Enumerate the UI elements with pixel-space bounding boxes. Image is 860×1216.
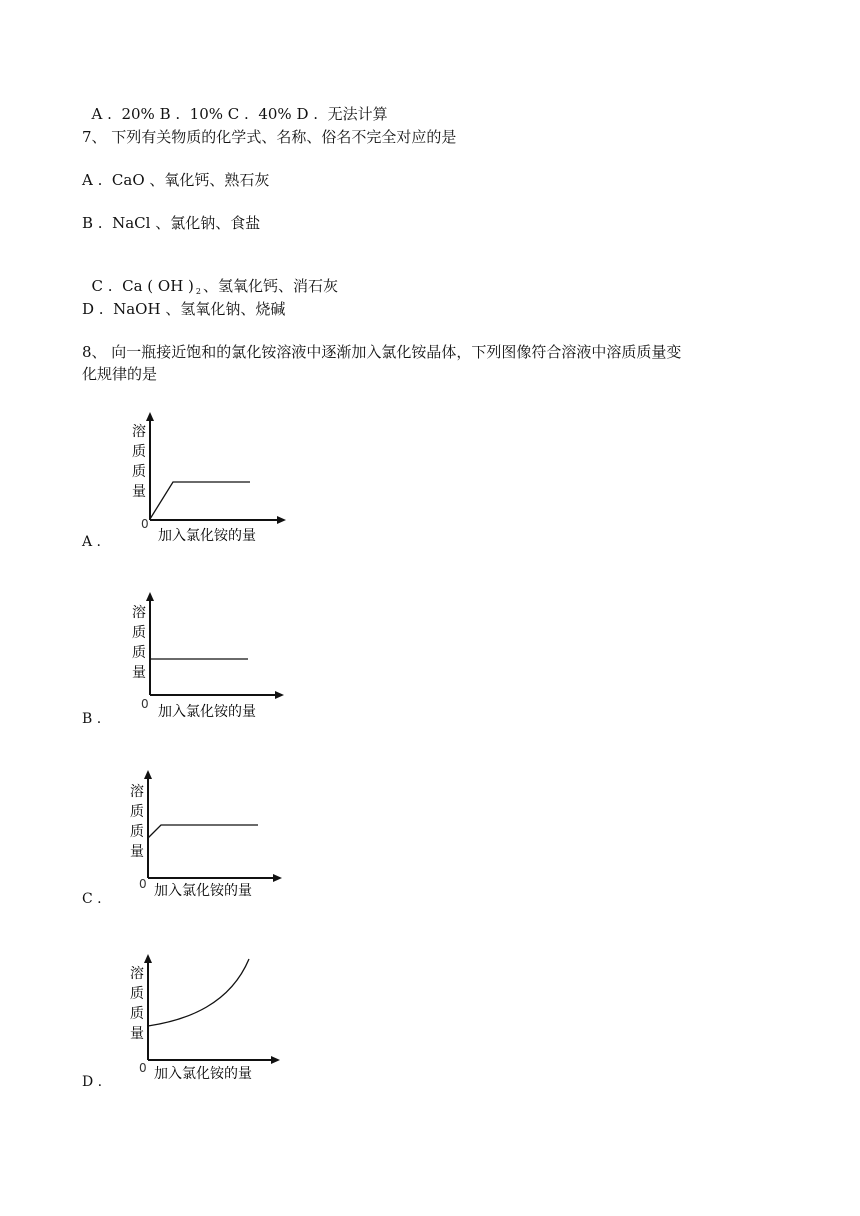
graph-a-x-label: 加入氯化铵的量	[158, 528, 256, 544]
q7-option-c[interactable]	[82, 256, 338, 302]
graph-a-y-char-2: 质	[132, 444, 146, 460]
graph-b-y-char-4: 量	[132, 665, 146, 681]
q7-option-c-suffix: 、氢氧化钙、消石灰	[203, 277, 339, 295]
graph-c-axes	[144, 770, 282, 882]
graph-b	[120, 590, 300, 730]
graph-b-y-char-2: 质	[132, 625, 146, 641]
graph-a-y-char-1: 溶	[132, 424, 146, 440]
q8-stem-line2: 化规律的是	[82, 365, 158, 383]
graph-d-y-char-3: 质	[130, 1006, 144, 1022]
graph-d-x-label: 加入氯化铵的量	[154, 1066, 252, 1082]
graph-d-origin: 0	[139, 1061, 147, 1075]
q6-option-d[interactable]: D . 无法计算	[296, 105, 388, 123]
q7-stem: 7、 下列有关物质的化学式、名称、俗名不完全对应的是	[82, 128, 457, 146]
q7-option-a[interactable]: A . CaO 、氧化钙、熟石灰	[82, 171, 270, 189]
graph-d-curve	[148, 959, 249, 1026]
graph-d-y-char-1: 溶	[130, 966, 144, 982]
graph-b-axes	[146, 592, 284, 699]
q7-option-d[interactable]: D . NaOH 、氢氧化钠、烧碱	[82, 300, 286, 318]
graph-c-y-char-3: 质	[130, 824, 144, 840]
q7-option-c-prefix: C . Ca ( OH )	[91, 277, 194, 295]
graph-a	[120, 410, 300, 550]
graph-c-x-label: 加入氯化铵的量	[154, 883, 252, 899]
graph-c-y-char-1: 溶	[130, 784, 144, 800]
graph-c	[118, 768, 298, 908]
graph-c-y-char-4: 量	[130, 844, 144, 860]
graph-a-y-char-3: 质	[132, 464, 146, 480]
graph-c-origin: 0	[139, 877, 147, 891]
graph-b-y-char-1: 溶	[132, 605, 146, 621]
graph-a-curve	[150, 482, 250, 519]
q6-options	[82, 84, 388, 124]
graph-b-origin: 0	[141, 697, 149, 711]
graph-d-axes	[144, 954, 280, 1064]
graph-b-label[interactable]: B .	[82, 711, 102, 727]
q7-option-b[interactable]: B . NaCl 、氯化钠、食盐	[82, 214, 261, 232]
graph-c-label[interactable]: C .	[82, 891, 102, 907]
graph-c-curve	[148, 825, 258, 838]
graph-b-x-label: 加入氯化铵的量	[158, 704, 256, 720]
graph-b-y-char-3: 质	[132, 645, 146, 661]
graph-c-y-char-2: 质	[130, 804, 144, 820]
graph-d	[118, 952, 298, 1092]
graph-d-y-char-4: 量	[130, 1026, 144, 1042]
q7-option-c-subscript: 2	[195, 287, 201, 296]
q6-option-a[interactable]: A . 20%	[91, 105, 155, 123]
graph-d-label[interactable]: D .	[82, 1074, 103, 1090]
graph-a-origin: 0	[141, 517, 149, 531]
graph-a-label[interactable]: A .	[82, 534, 102, 550]
q6-option-b[interactable]: B . 10%	[159, 105, 224, 123]
q6-option-c[interactable]: C . 40%	[227, 105, 292, 123]
q8-stem-line1: 8、 向一瓶接近饱和的氯化铵溶液中逐渐加入氯化铵晶体，下列图像符合溶液中溶质质量变	[82, 343, 682, 361]
graph-a-y-char-4: 量	[132, 484, 146, 500]
graph-d-y-char-2: 质	[130, 986, 144, 1002]
graph-a-axes	[146, 412, 286, 524]
